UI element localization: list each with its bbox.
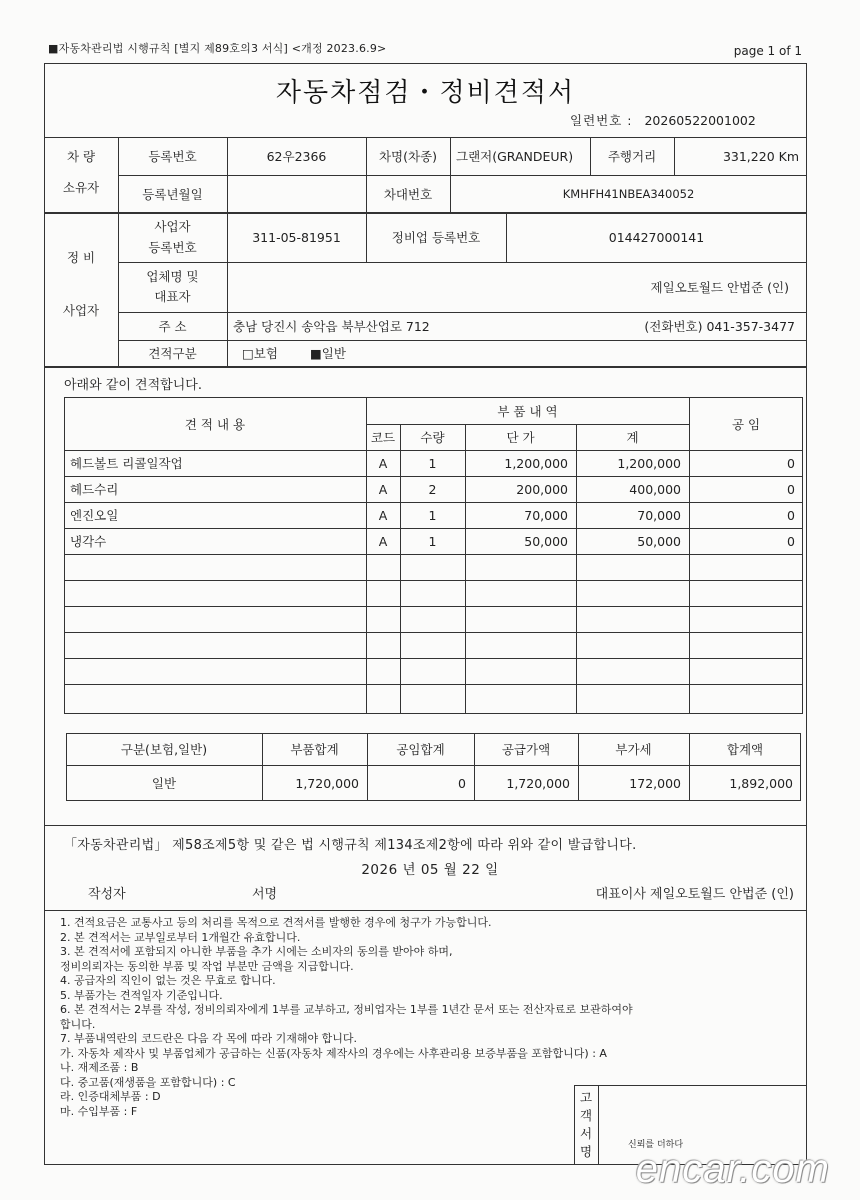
vehicle-label-owner: 소유자 — [62, 180, 100, 195]
issue-date: 2026 년 05 월 22 일 — [361, 862, 499, 878]
note-line: 라. 인증대체부품 : D — [60, 1090, 161, 1103]
note-line: 1. 견적요금은 교통사고 등의 처리를 목적으로 견적서를 발행한 경우에 청구가 가능합니다. — [60, 916, 492, 929]
estimate-type-label: 견적구분 — [148, 346, 197, 361]
note-line: 5. 부품가는 견적일자 기준입니다. — [60, 988, 223, 1002]
shop-reg-label: 정비업 등록번호 — [391, 230, 481, 245]
header-labor: 공 임 — [731, 416, 761, 432]
type-general-checkbox: ■일반 — [310, 346, 346, 361]
note-line: 3. 본 견적서에 포함되지 아니한 부품을 추가 시에는 소비자의 동의를 받아야 하며, — [60, 945, 453, 958]
serial-number — [570, 111, 756, 129]
page-number: page 1 of 1 — [733, 44, 802, 58]
row-4-description: 냉각수 — [70, 534, 107, 549]
consent-text: 신뢰를 더하다 — [628, 1140, 684, 1150]
vin-label: 차대번호 — [383, 186, 433, 202]
summary-h-total: 합계액 — [726, 742, 764, 757]
row-4-code: A — [378, 533, 388, 549]
signature-label: 서명 — [252, 887, 278, 902]
summary-h-labor: 공임합계 — [396, 742, 445, 757]
mileage-label: 주행거리 — [607, 149, 657, 164]
summary-type: 일반 — [151, 776, 177, 791]
customer-label-3: 서 — [579, 1126, 593, 1141]
reg-date-label: 등록년월일 — [142, 186, 203, 202]
row-1-qty: 1 — [428, 455, 437, 471]
row-4-labor: 0 — [787, 533, 795, 549]
summary-h-type: 구분(보험,일반) — [120, 742, 208, 757]
ceo-signature: 대표이사 제일오토월드 안법준 (인) — [595, 887, 794, 902]
type-insurance-checkbox: □보험 — [242, 346, 278, 361]
declaration-text: 「자동차관리법」 제58조제5항 및 같은 법 시행규칙 제134조제2항에 따라 위와 같이 발급합니다. — [64, 838, 637, 853]
company-value: 제일오토월드 안법준 (인) — [650, 280, 789, 295]
row-4-total: 50,000 — [637, 533, 681, 549]
bizno-label-2: 등록번호 — [148, 240, 197, 255]
summary-h-vat: 부가세 — [615, 742, 652, 757]
summary-supply: 1,720,000 — [506, 775, 570, 791]
header-qty: 수량 — [420, 430, 445, 445]
row-2-unit-price: 200,000 — [516, 481, 568, 497]
summary-h-supply: 공급가액 — [501, 742, 551, 757]
row-2-code: A — [378, 481, 388, 497]
note-line: 4. 공급자의 직인이 없는 것은 무효로 합니다. — [60, 974, 276, 987]
model-value: 그랜저(GRANDEUR) — [456, 149, 574, 164]
summary-parts: 1,720,000 — [295, 775, 359, 791]
note-line: 다. 중고품(재생품을 포함합니다) : C — [60, 1075, 236, 1089]
row-3-total: 70,000 — [637, 507, 681, 523]
summary-total: 1,892,000 — [729, 775, 793, 791]
shop-reg-value: 014427000141 — [608, 229, 705, 245]
summary-h-parts: 부품합계 — [290, 742, 339, 757]
row-3-qty: 1 — [428, 507, 437, 523]
encar-watermark: encar.com — [635, 1147, 830, 1191]
vin-value: KMHFH41NBEA340052 — [562, 186, 695, 201]
row-3-unit-price: 70,000 — [524, 507, 568, 523]
row-3-code: A — [378, 507, 388, 523]
address-value: 충남 당진시 송악읍 북부산업로 712 — [233, 319, 430, 334]
row-2-qty: 2 — [428, 481, 437, 497]
business-label-operator: 사업자 — [62, 303, 100, 318]
phone-value: (전화번호) 041-357-3477 — [644, 319, 795, 334]
reg-no-value: 62우2366 — [266, 149, 327, 164]
row-3-labor: 0 — [787, 507, 795, 523]
bizno-label-1: 사업자 — [154, 219, 191, 234]
row-2-description: 헤드수리 — [70, 482, 119, 497]
row-4-qty: 1 — [428, 533, 437, 549]
intro-text: 아래와 같이 견적합니다. — [64, 378, 202, 393]
row-1-total: 1,200,000 — [617, 455, 681, 471]
serial-value: 20260522001002 — [644, 113, 756, 128]
business-label-repair: 정 비 — [66, 250, 96, 265]
form-reference: ■자동차관리법 시행규칙 [별지 제89호의3 서식] <개정 2023.6.9> — [48, 42, 387, 55]
customer-label-2: 객 — [579, 1108, 593, 1123]
company-label-1: 업체명 및 — [146, 269, 199, 284]
row-1-description: 헤드볼트 리콜일작업 — [70, 456, 183, 471]
row-1-unit-price: 1,200,000 — [504, 455, 568, 471]
row-4-unit-price: 50,000 — [524, 533, 568, 549]
mileage-value: 331,220 Km — [722, 148, 799, 164]
document-title: 자동차점검・정비견적서 — [275, 78, 576, 108]
address-label: 주 소 — [158, 319, 187, 334]
summary-vat: 172,000 — [629, 775, 681, 791]
reg-no-label: 등록번호 — [148, 149, 197, 164]
bizno-value: 311-05-81951 — [252, 229, 341, 245]
header-unit-price: 단 가 — [506, 430, 535, 445]
note-line: 6. 본 견적서는 2부를 작성, 정비의뢰자에게 1부를 교부하고, 정비업자는 1부를 1년간 문서 또는 전산자료로 보관하여야 — [60, 1003, 633, 1016]
header-code: 코드 — [370, 430, 396, 445]
note-line: 합니다. — [60, 1017, 96, 1031]
company-label-2: 대표자 — [154, 289, 191, 304]
row-1-labor: 0 — [787, 455, 795, 471]
header-total: 계 — [626, 430, 639, 445]
row-3-description: 엔진오일 — [70, 508, 119, 523]
note-line: 2. 본 견적서는 교부일로부터 1개월간 유효합니다. — [60, 930, 301, 944]
header-parts: 부 품 내 역 — [497, 403, 558, 419]
header-content: 견 적 내 용 — [184, 416, 246, 432]
note-line: 마. 수입부품 : F — [60, 1104, 138, 1118]
summary-labor: 0 — [458, 775, 466, 791]
author-label: 작성자 — [88, 887, 126, 902]
vehicle-label-car: 차 량 — [66, 149, 96, 164]
row-2-total: 400,000 — [629, 481, 681, 497]
note-line: 나. 재제조품 : B — [60, 1061, 139, 1074]
row-2-labor: 0 — [787, 481, 795, 497]
customer-label-1: 고 — [579, 1090, 593, 1105]
note-line: 가. 자동차 제작사 및 부품업체가 공급하는 신품(자동차 제작사의 경우에는 사후관리용 보증부품을 포함합니다) : A — [60, 1046, 607, 1060]
reg-date-value — [227, 175, 366, 212]
note-line: 7. 부품내역란의 코드란은 다음 각 목에 따라 기재해야 합니다. — [60, 1032, 357, 1045]
note-line: 정비의뢰자는 동의한 부품 및 작업 부분만 금액을 지급합니다. — [60, 959, 354, 973]
model-label: 차명(차종) — [378, 149, 438, 164]
serial-label: 일련번호 : — [570, 113, 633, 128]
row-1-code: A — [378, 455, 388, 471]
customer-label-4: 명 — [579, 1144, 593, 1159]
